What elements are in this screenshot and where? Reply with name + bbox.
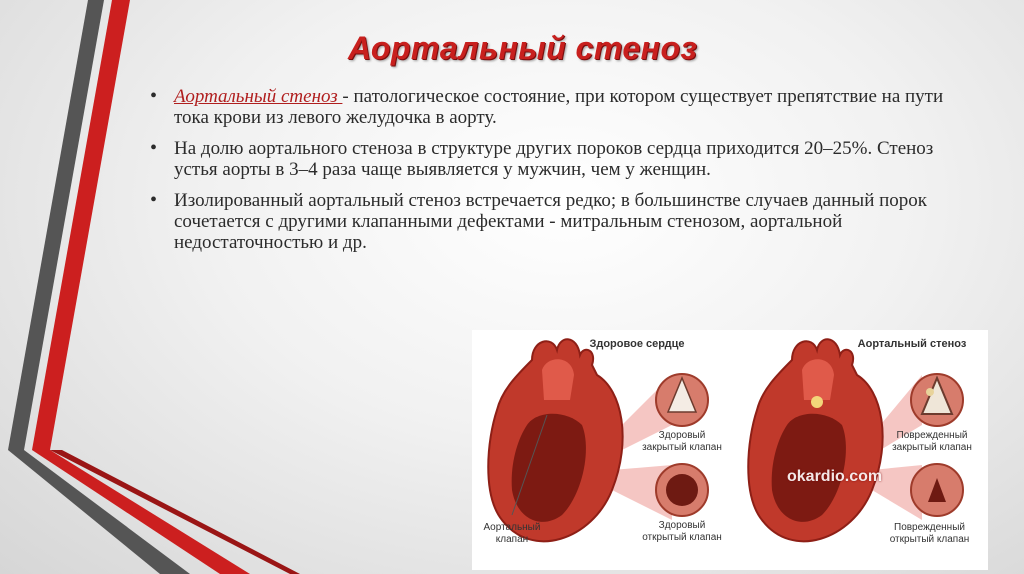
- healthy-heart-icon: [488, 339, 622, 541]
- healthy-open-valve-icon: [656, 464, 708, 516]
- bullet-item: [150, 190, 960, 253]
- slide-title: Аортальный стеноз: [348, 30, 698, 66]
- bullet-dot-icon: •: [150, 85, 158, 107]
- bullet-list: [150, 86, 960, 263]
- aortic-valve-label: Аортальный клапан: [483, 522, 541, 545]
- bullet-text: Изолированный аортальный стеноз встречается редко; в большинстве случаев данный порок сочетается с другими клапанными дефектами - митральным стенозом, аортальной недостаточностью и др.: [174, 190, 928, 253]
- watermark: okardio.com: [787, 468, 883, 485]
- healthy-open-label: Здоровый открытый клапан: [642, 520, 722, 543]
- stenosis-heading: Аортальный стеноз: [857, 338, 967, 350]
- bullet-item: [150, 86, 960, 128]
- damaged-closed-valve-icon: [911, 374, 963, 426]
- gray-stripe-lower: [8, 450, 190, 574]
- bullet-dot-icon: •: [150, 189, 158, 211]
- damaged-closed-label: Поврежденный закрытый клапан: [892, 430, 972, 453]
- bullet-text: На долю аортального стеноза в структуре других пороков сердца приходится 20–25%. Стеноз устья аорты в 3–4 раза чаще выявляется у мужчин, чем у женщин.: [174, 138, 934, 180]
- bullet-text: - патологическое состояние, при котором существует препятствие на пути тока крови из левого желудочка в аорту.: [174, 86, 944, 128]
- stenosis-heart-icon: [748, 339, 882, 541]
- healthy-closed-valve-icon: [656, 374, 708, 426]
- damaged-open-label: Поврежденный открытый клапан: [889, 522, 970, 545]
- bullet-dot-icon: •: [150, 137, 158, 159]
- heart-illustration: [472, 330, 988, 570]
- healthy-heart-heading: Здоровое сердце: [589, 338, 685, 350]
- term-highlight: Аортальный стеноз: [174, 86, 343, 107]
- damaged-open-valve-icon: [911, 464, 963, 516]
- bullet-item: [150, 138, 960, 180]
- healthy-closed-label: Здоровый закрытый клапан: [642, 430, 722, 453]
